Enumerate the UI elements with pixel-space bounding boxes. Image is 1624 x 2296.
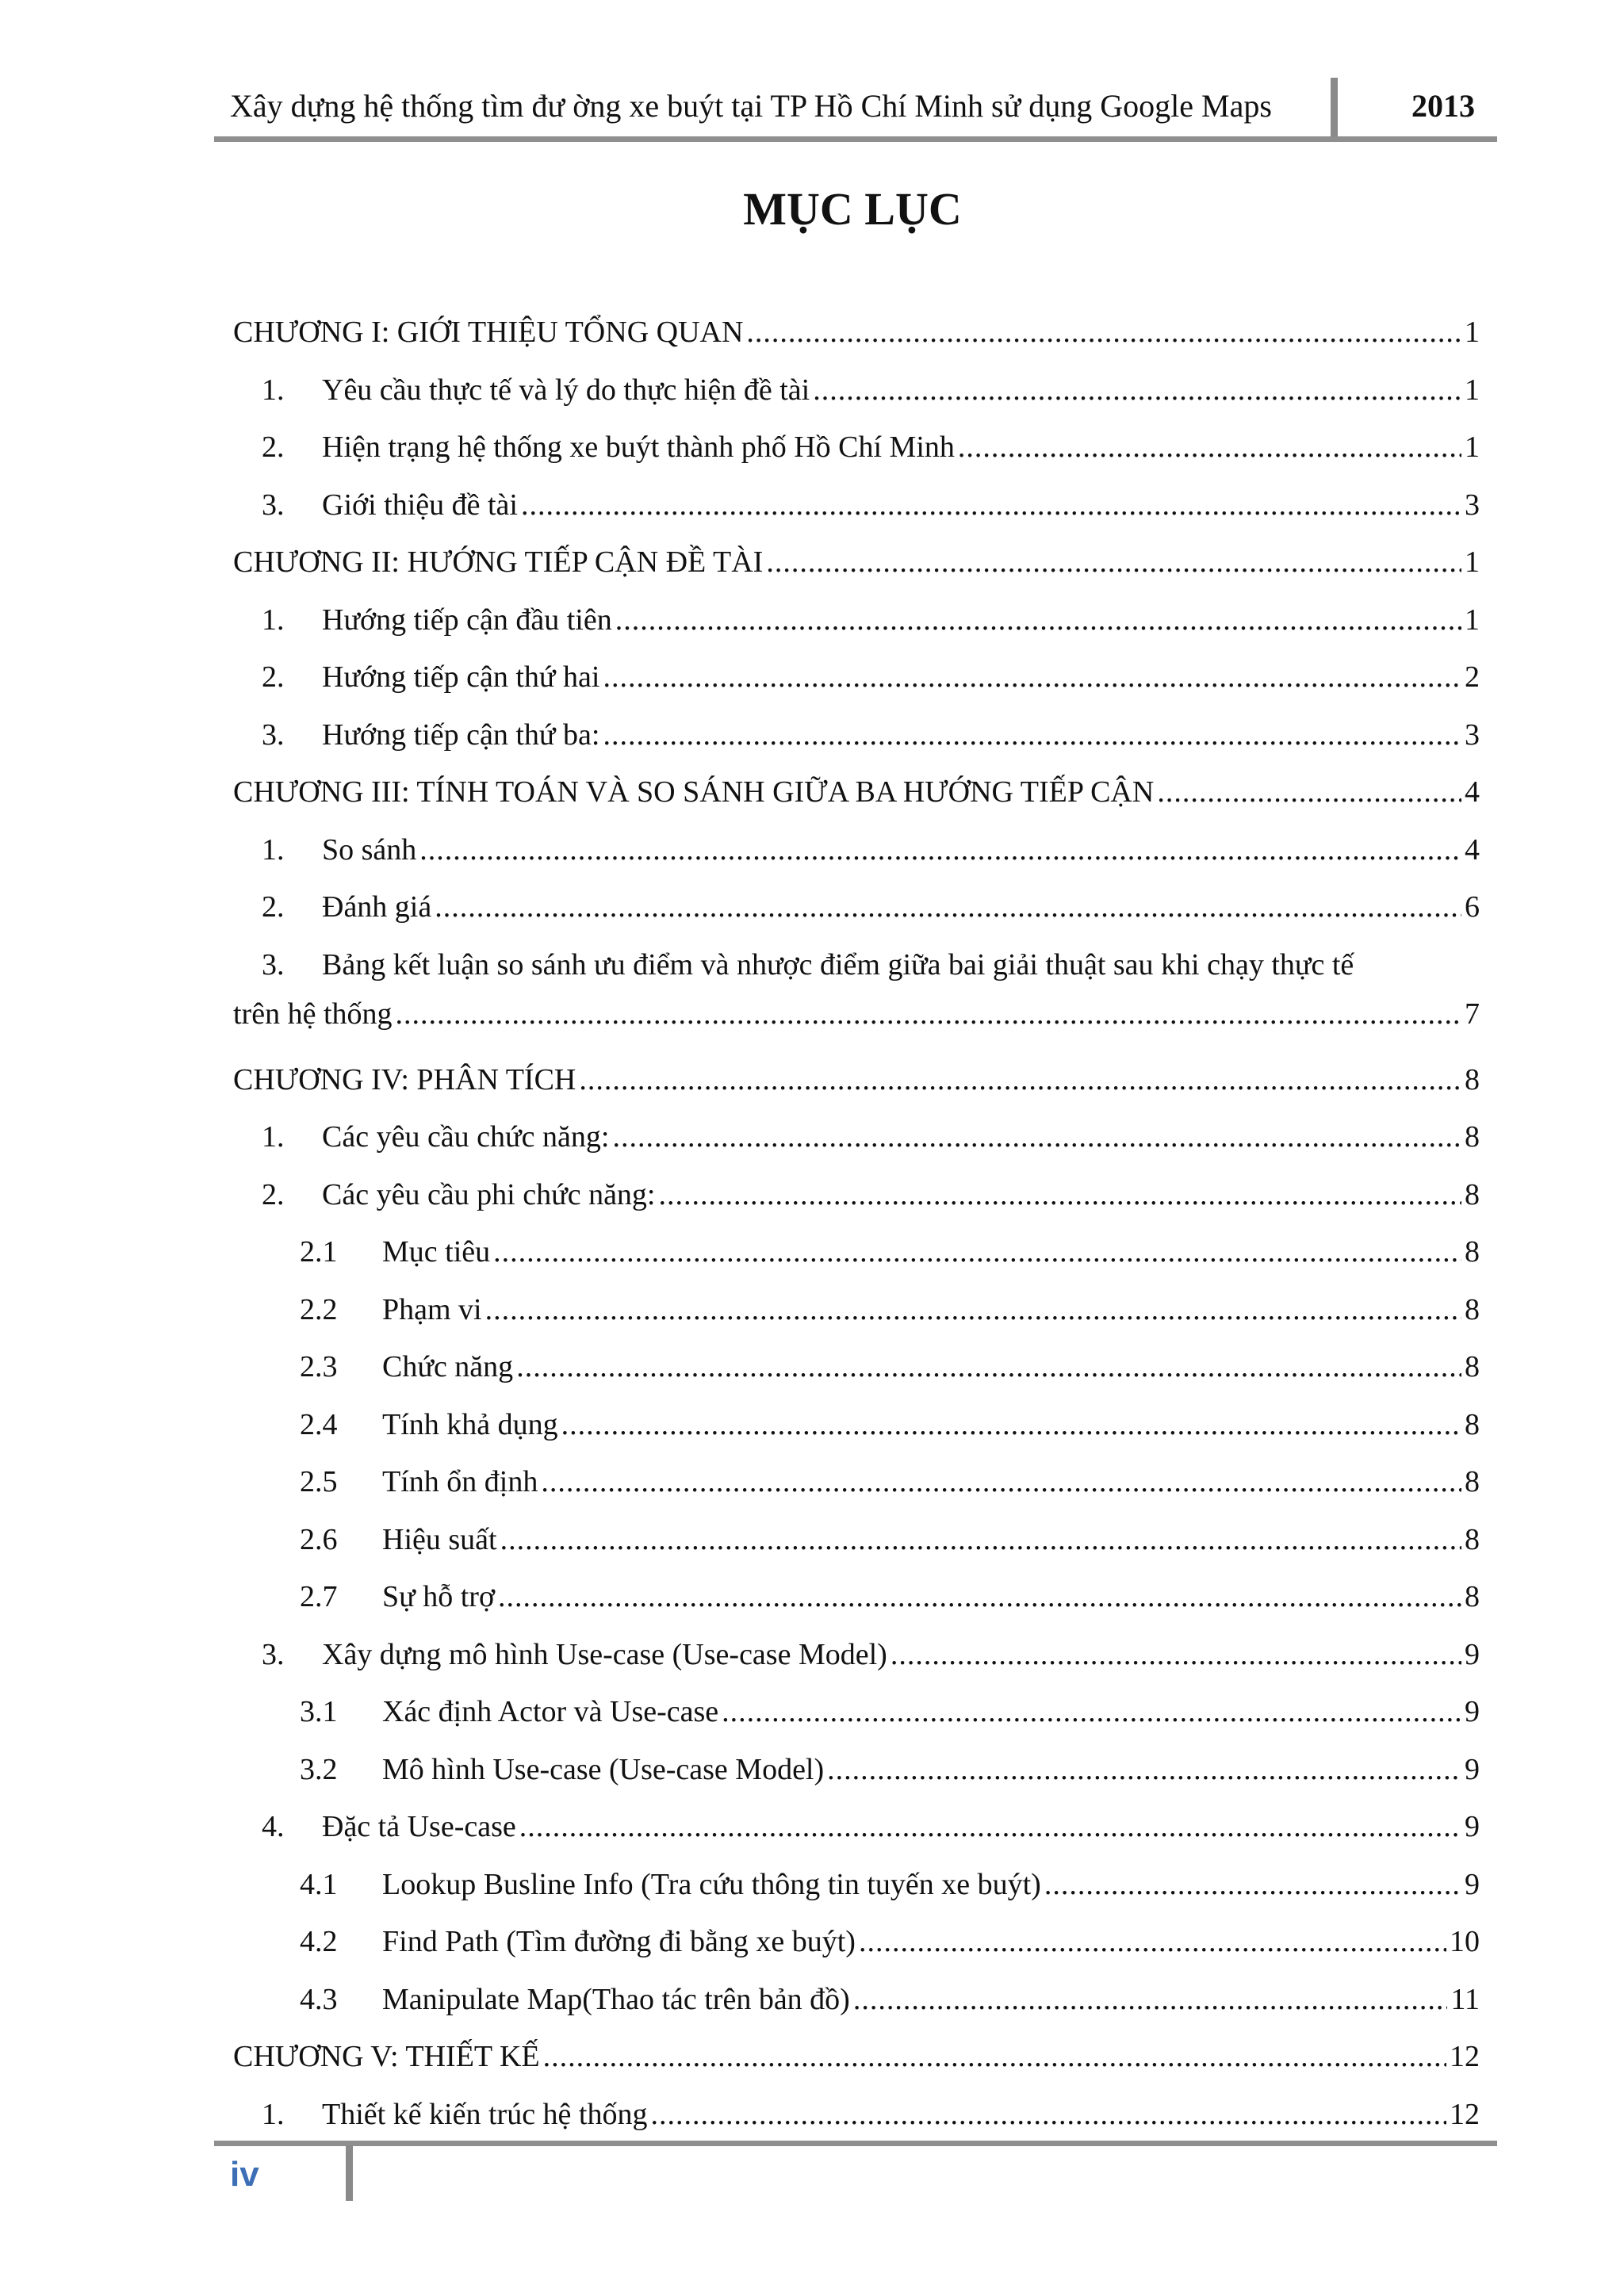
header-separator [1331,78,1338,138]
toc-entry[interactable] [233,1800,1480,1858]
toc-entry[interactable] [233,1341,1480,1399]
toc-entry-label: Xác định Actor và Use-case [382,1695,719,1728]
toc-entry-page: 4 [1465,775,1480,809]
table-of-contents [233,306,1480,2145]
toc-entry-number: 2. [262,1177,285,1211]
toc-entry-page: 8 [1465,1407,1480,1441]
toc-entry-page: 10 [1450,1925,1480,1958]
toc-entry-number: 2.4 [300,1407,338,1441]
toc-entry-label: Hiệu suất [382,1522,497,1556]
toc-entry-label: CHƯƠNG IV: PHÂN TÍCH [233,1062,576,1096]
toc-dot-leader [498,1577,1461,1617]
toc-entry-page: 8 [1465,1235,1480,1269]
toc-entry-number: 4.1 [300,1867,338,1901]
toc-entry-number: 3. [262,1637,285,1671]
toc-entry[interactable] [233,1169,1480,1226]
toc-entry[interactable] [233,2030,1480,2088]
toc-entry-page: 3 [1465,718,1480,752]
toc-entry-number: 3.2 [300,1752,338,1786]
toc-dot-leader [561,1405,1461,1445]
toc-entry-page: 1 [1465,316,1480,349]
toc-entry-page: 8 [1465,1350,1480,1383]
toc-entry-page: 8 [1465,1177,1480,1211]
toc-entry-label: CHƯƠNG III: TÍNH TOÁN VÀ SO SÁNH GIỮA BA HƯỚNG TIẾP CẬN [233,775,1155,809]
toc-entry-label: Sự hỗ trợ [382,1580,496,1613]
toc-dot-leader [419,830,1461,870]
toc-dot-leader [615,600,1461,640]
toc-entry-label: Tính khả dụng [382,1407,558,1441]
toc-dot-leader [500,1520,1461,1559]
toc-entry-page: 9 [1465,1867,1480,1901]
toc-entry-label: Đặc tả Use-case [322,1810,516,1843]
toc-entry[interactable] [233,1915,1480,1973]
toc-entry-label: Lookup Busline Info (Tra cứu thông tin tuyến xe buýt) [382,1867,1041,1901]
toc-entry-label: Manipulate Map(Thao tác trên bản đồ) [382,1982,850,2016]
toc-entry-label: CHƯƠNG II: HƯỚNG TIẾP CẬN ĐỀ TÀI [233,545,764,579]
toc-entry-page: 4 [1465,832,1480,867]
toc-entry[interactable] [233,1628,1480,1686]
toc-entry-label: Yêu cầu thực tế và lý do thực hiện đề tài [322,373,810,407]
toc-entry-page: 9 [1465,1695,1480,1728]
toc-dot-leader [827,1750,1461,1789]
toc-dot-leader [859,1922,1446,1961]
toc-entry[interactable] [233,1054,1480,1112]
toc-dot-leader [722,1692,1461,1732]
toc-dot-leader [651,2095,1447,2134]
toc-entry[interactable] [233,1456,1480,1513]
toc-entry-page: 1 [1465,603,1480,637]
toc-entry-number: 2. [262,890,285,924]
toc-entry-label: CHƯƠNG I: GIỚI THIỆU TỔNG QUAN [233,316,744,349]
toc-dot-leader [579,1060,1461,1100]
toc-entry[interactable] [233,594,1480,652]
toc-dot-leader [603,715,1461,755]
toc-dot-leader [891,1635,1461,1674]
toc-dot-leader [958,427,1461,467]
toc-entry-label: Hướng tiếp cận đầu tiên [322,603,612,637]
toc-entry-label: Các yêu cầu phi chức năng: [322,1177,656,1211]
toc-entry[interactable] [233,651,1480,709]
toc-dot-leader [435,887,1461,927]
toc-entry-number: 1. [262,603,285,637]
toc-entry[interactable] [233,536,1480,594]
toc-dot-leader [521,485,1461,525]
toc-dot-leader [612,1117,1461,1157]
toc-entry-page: 1 [1465,545,1480,579]
toc-entry-number: 2. [262,430,285,464]
toc-entry-number: 2.5 [300,1465,338,1498]
footer-page-number: iv [230,2155,259,2194]
toc-dot-leader [516,1347,1461,1387]
toc-entry[interactable] [233,1571,1480,1628]
toc-entry-label: Phạm vi [382,1292,482,1326]
toc-entry-page: 9 [1465,1637,1480,1671]
toc-entry-label: Bảng kết luận so sánh ưu điểm và nhược điểm giữa bai giải thuật sau khi chạy thực tế [322,947,1354,982]
toc-entry-label: CHƯƠNG V: THIẾT KẾ [233,2040,540,2073]
toc-dot-leader [853,1980,1448,2019]
toc-entry-number: 2.1 [300,1235,338,1269]
toc-entry-number: 4.2 [300,1925,338,1958]
running-header-title: Xây dựng hệ thống tìm đư ờng xe buýt tại TP Hồ Chí Minh sử dụng Google Maps [230,88,1272,124]
toc-entry-number: 1. [262,2097,285,2131]
toc-dot-leader [603,657,1461,697]
toc-entry-page: 1 [1465,430,1480,464]
toc-entry-page: 8 [1465,1062,1480,1096]
toc-entry-number: 3. [262,488,285,522]
toc-dot-leader [396,994,1461,1034]
toc-entry[interactable] [233,1743,1480,1801]
toc-entry-page: 11 [1450,1982,1480,2016]
toc-dot-leader [766,542,1461,582]
toc-dot-leader [519,1807,1461,1846]
toc-entry-page: 7 [1465,997,1480,1031]
toc-entry-page: 8 [1465,1120,1480,1154]
toc-entry-label: Chức năng [382,1350,514,1383]
toc-entry-page: 9 [1465,1752,1480,1786]
toc-entry-label: Hướng tiếp cận thứ hai [322,660,600,694]
toc-entry-number: 1. [262,832,285,867]
toc-entry-number: 3. [262,718,285,752]
toc-title: MỤC LỤC [743,183,962,235]
toc-entry[interactable] [233,1111,1480,1169]
toc-entry-number: 4.3 [300,1982,338,2016]
toc-dot-leader [543,2037,1446,2076]
toc-entry-page: 6 [1465,890,1480,924]
toc-entry-number: 3.1 [300,1695,338,1728]
toc-entry[interactable] [233,1686,1480,1743]
toc-entry-page: 12 [1450,2097,1480,2131]
toc-entry[interactable] [233,421,1480,479]
header-rule [214,136,1497,142]
toc-entry-label-continued: trên hệ thống [233,997,393,1031]
toc-entry-label: Mô hình Use-case (Use-case Model) [382,1752,825,1786]
toc-entry[interactable] [233,306,1480,364]
toc-entry-label: Hướng tiếp cận thứ ba: [322,718,600,752]
toc-entry[interactable] [233,1226,1480,1284]
toc-entry[interactable] [233,1513,1480,1571]
toc-entry-page: 8 [1465,1465,1480,1498]
toc-entry[interactable] [233,709,1480,767]
toc-entry-number: 2. [262,660,285,694]
toc-entry[interactable] [233,1973,1480,2031]
toc-entry[interactable] [233,939,1480,1054]
toc-entry-number: 2.2 [300,1292,338,1326]
toc-dot-leader [485,1290,1461,1330]
toc-entry-label: So sánh [322,832,417,867]
toc-entry-label: Mục tiêu [382,1235,491,1269]
toc-entry-number: 3. [262,947,285,982]
toc-entry[interactable] [233,479,1480,537]
toc-entry[interactable] [233,364,1480,422]
toc-dot-leader [541,1462,1461,1502]
toc-entry-label: Thiết kế kiến trúc hệ thống [322,2097,648,2131]
toc-entry-number: 2.7 [300,1580,338,1613]
toc-entry[interactable] [233,766,1480,824]
toc-entry-page: 8 [1465,1292,1480,1326]
running-header-year: 2013 [1411,88,1475,124]
toc-entry-page: 8 [1465,1522,1480,1556]
toc-entry-number: 2.6 [300,1522,338,1556]
footer-rule [214,2141,1497,2146]
toc-dot-leader [659,1175,1462,1215]
toc-dot-leader [1044,1865,1461,1904]
toc-entry-page: 12 [1450,2040,1480,2073]
toc-entry[interactable] [233,824,1480,882]
toc-entry-number: 2.3 [300,1350,338,1383]
toc-entry-page: 2 [1465,660,1480,694]
toc-entry[interactable] [233,1399,1480,1456]
toc-entry-page: 9 [1465,1810,1480,1843]
footer-separator [346,2145,353,2201]
toc-dot-leader [746,312,1461,352]
toc-dot-leader [813,370,1461,410]
toc-entry-label: Các yêu cầu chức năng: [322,1120,610,1154]
toc-entry-number: 1. [262,1120,285,1154]
toc-entry[interactable] [233,2088,1480,2146]
toc-entry-number: 4. [262,1810,285,1843]
toc-entry-label: Giới thiệu đề tài [322,488,518,522]
toc-entry-page: 1 [1465,373,1480,407]
toc-entry-number: 1. [262,373,285,407]
toc-entry-page: 8 [1465,1580,1480,1613]
toc-dot-leader [1157,772,1461,812]
toc-entry[interactable] [233,1858,1480,1916]
toc-entry-label: Đánh giá [322,890,432,924]
toc-entry[interactable] [233,1284,1480,1341]
toc-entry[interactable] [233,881,1480,939]
toc-entry-label: Find Path (Tìm đường đi bằng xe buýt) [382,1925,856,1958]
toc-entry-page: 3 [1465,488,1480,522]
toc-entry-label: Xây dựng mô hình Use-case (Use-case Model) [322,1637,887,1671]
toc-entry-label: Hiện trạng hệ thống xe buýt thành phố Hồ Chí Minh [322,430,955,464]
toc-entry-label: Tính ổn định [382,1465,538,1498]
toc-dot-leader [493,1232,1461,1272]
